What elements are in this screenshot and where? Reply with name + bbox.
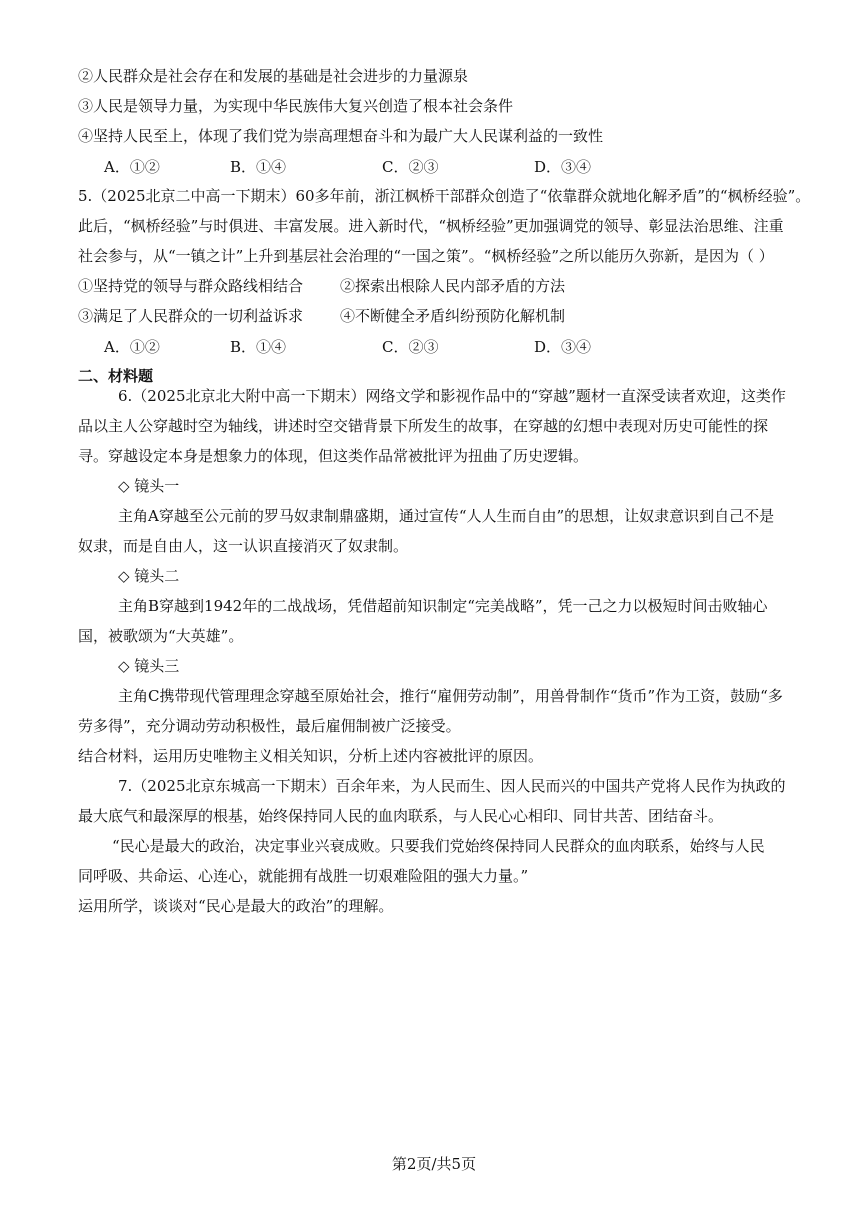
section-title: 二、材料题: [78, 367, 154, 385]
statement-4: ④坚持人民至上，体现了我们党为崇高理想奋斗和为最广大人民谋利益的一致性: [78, 127, 604, 145]
shot-text: 奴隶，而是自由人，这一认识直接消灭了奴隶制。: [78, 537, 409, 555]
shot-title: ◇ 镜头二: [118, 567, 180, 585]
q7-quote-line: “民心是最大的政治，决定事业兴衰成败。只要我们党始终保持同人民群众的血肉联系，始终与人民: [112, 837, 765, 855]
q5-stem-line: 5.（2025北京二中高一下期末）60多年前，浙江枫桥干部群众创造了“依靠群众就地化解矛盾”的“枫桥经验”。: [78, 187, 811, 205]
shot-text: 主角B穿越到1942年的二战战场，凭借超前知识制定“完美战略”，凭一己之力以极短时间击败轴心: [118, 597, 768, 615]
q6-stem-line: 6.（2025北京北大附中高一下期末）网络文学和影视作品中的“穿越”题材一直深受读者欢迎，这类作: [118, 387, 786, 405]
q5-option-2: ②探索出根除人民内部矛盾的方法: [340, 277, 566, 295]
q5-options-row: [78, 276, 798, 296]
shot-title: ◇ 镜头一: [118, 477, 180, 495]
q7-question: 运用所学，谈谈对“民心是最大的政治”的理解。: [78, 897, 394, 915]
choice-a[interactable]: A．①②: [104, 158, 160, 176]
choice-d[interactable]: D．③④: [534, 158, 592, 176]
shot-text: 国，被歌颂为“大英雄”。: [78, 627, 244, 645]
choice-c[interactable]: C．②③: [382, 338, 439, 356]
q6-question: 结合材料，运用历史唯物主义相关知识，分析上述内容被批评的原因。: [78, 747, 544, 765]
shot-title: ◇ 镜头三: [118, 657, 180, 675]
statement-3: ③人民是领导力量，为实现中华民族伟大复兴创造了根本社会条件: [78, 97, 514, 115]
q6-stem-line: 寻。穿越设定本身是想象力的体现，但这类作品常被批评为扭曲了历史逻辑。: [78, 447, 589, 465]
q7-quote-line: 同呼吸、共命运、心连心，就能拥有战胜一切艰难险阻的强大力量。”: [78, 867, 529, 885]
choice-c[interactable]: C．②③: [382, 158, 439, 176]
q5-stem-line: 此后，“枫桥经验”与时俱进、丰富发展。进入新时代，“枫桥经验”更加强调党的领导、彰显法治思维、注重: [78, 217, 784, 235]
shot-text: 劳多得”，充分调动劳动积极性，最后雇佣制被广泛接受。: [78, 717, 461, 735]
choice-d[interactable]: D．③④: [534, 338, 592, 356]
q5-stem-line: 社会参与，从“一镇之计”上升到基层社会治理的“一国之策”。“枫桥经验”之所以能历久弥新，是因为（ ）: [78, 247, 774, 265]
q5-option-4: ④不断健全矛盾纠纷预防化解机制: [340, 307, 566, 325]
q7-stem-line: 最大底气和最深厚的根基，始终保持同人民的血肉联系，与人民心心相印、同甘共苦、团结奋斗。: [78, 807, 724, 825]
shot-text: 主角C携带现代管理理念穿越至原始社会，推行“雇佣劳动制”，用兽骨制作“货币”作为工资，鼓励“多: [118, 687, 783, 705]
q5-options-row: [78, 306, 798, 326]
q7-stem-line: 7.（2025北京东城高一下期末）百余年来，为人民而生、因人民而兴的中国共产党将人民作为执政的: [118, 777, 786, 795]
q5-option-3: ③满足了人民群众的一切利益诉求: [78, 307, 304, 325]
choice-a[interactable]: A．①②: [104, 338, 160, 356]
choice-b[interactable]: B．①④: [230, 338, 287, 356]
page-footer: 第2页/共5页: [391, 1155, 477, 1173]
shot-text: 主角A穿越至公元前的罗马奴隶制鼎盛期，通过宣传“人人生而自由”的思想，让奴隶意识到自己不是: [118, 507, 775, 525]
q6-stem-line: 品以主人公穿越时空为轴线，讲述时空交错背景下所发生的故事，在穿越的幻想中表现对历史可能性的探: [78, 417, 769, 435]
choice-b[interactable]: B．①④: [230, 158, 287, 176]
q5-option-1: ①坚持党的领导与群众路线相结合: [78, 277, 304, 295]
statement-2: ②人民群众是社会存在和发展的基础是社会进步的力量源泉: [78, 67, 469, 85]
